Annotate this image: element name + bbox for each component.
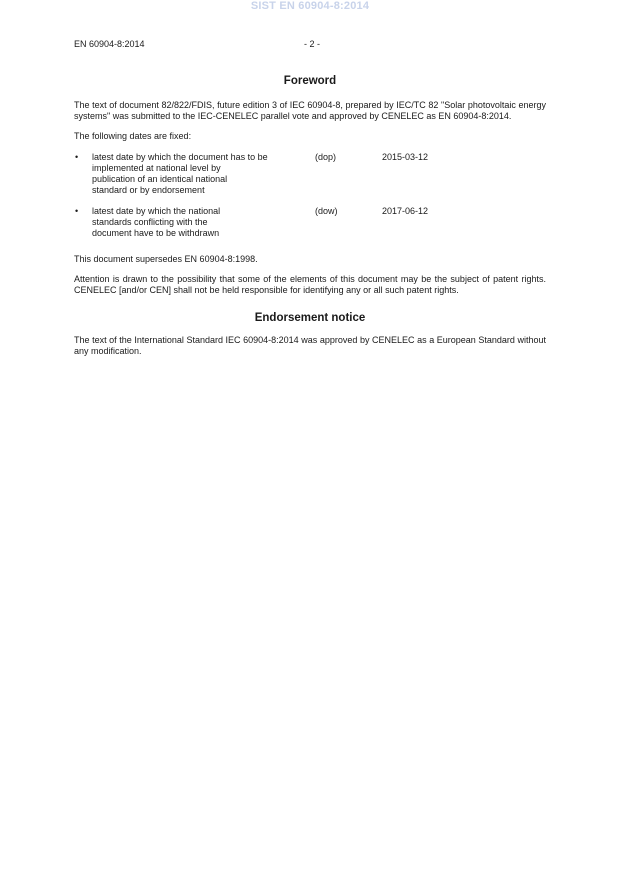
supersedes-paragraph: This document supersedes EN 60904-8:1998.	[74, 254, 258, 264]
date-description-line: implemented at national level by	[92, 163, 221, 173]
date-code: (dop)	[315, 152, 337, 162]
date-description-line: latest date by which the document has to be	[92, 152, 268, 162]
patent-notice-paragraph: Attention is drawn to the possibility that some of the elements of this document may be the subject of patent rights. CENELEC [and/or CEN] shall not be held responsible for identifying any or all such patent rights.	[74, 274, 546, 295]
bullet-marker: •	[75, 152, 79, 162]
date-description-line: document have to be withdrawn	[92, 228, 220, 238]
endorsement-heading: Endorsement notice	[254, 312, 366, 324]
endorsement-paragraph: The text of the International Standard IEC 60904-8:2014 was approved by CENELEC as a European Standard without any modification.	[74, 335, 546, 356]
date-item-dop	[74, 152, 546, 196]
bullet-marker: •	[75, 206, 79, 216]
date-description	[92, 206, 304, 239]
date-description-line: standard or by endorsement	[92, 185, 205, 195]
dates-intro-paragraph: The following dates are fixed:	[74, 131, 192, 141]
document-id: EN 60904-8:2014	[74, 39, 145, 49]
foreword-intro-paragraph: The text of document 82/822/FDIS, future edition 3 of IEC 60904-8, prepared by IEC/TC 82 "Solar photovoltaic energy systems" was submitted to the IEC-CENELEC parallel vote and approved by CENELEC as EN 60904-8:2014.	[74, 100, 546, 121]
page-content	[74, 74, 546, 357]
date-description-line: publication of an identical national	[92, 174, 228, 184]
date-description-line: latest date by which the national	[92, 206, 221, 216]
watermark-text: SIST EN 60904-8:2014	[250, 0, 370, 12]
date-item-dow	[74, 206, 546, 248]
foreword-heading: Foreword	[283, 75, 337, 87]
date-value: 2015-03-12	[382, 152, 429, 162]
page-number: - 2 -	[304, 39, 321, 49]
date-code: (dow)	[315, 206, 338, 216]
date-value: 2017-06-12	[382, 206, 429, 216]
date-description	[92, 152, 304, 196]
date-description-line: standards conflicting with the	[92, 217, 208, 227]
